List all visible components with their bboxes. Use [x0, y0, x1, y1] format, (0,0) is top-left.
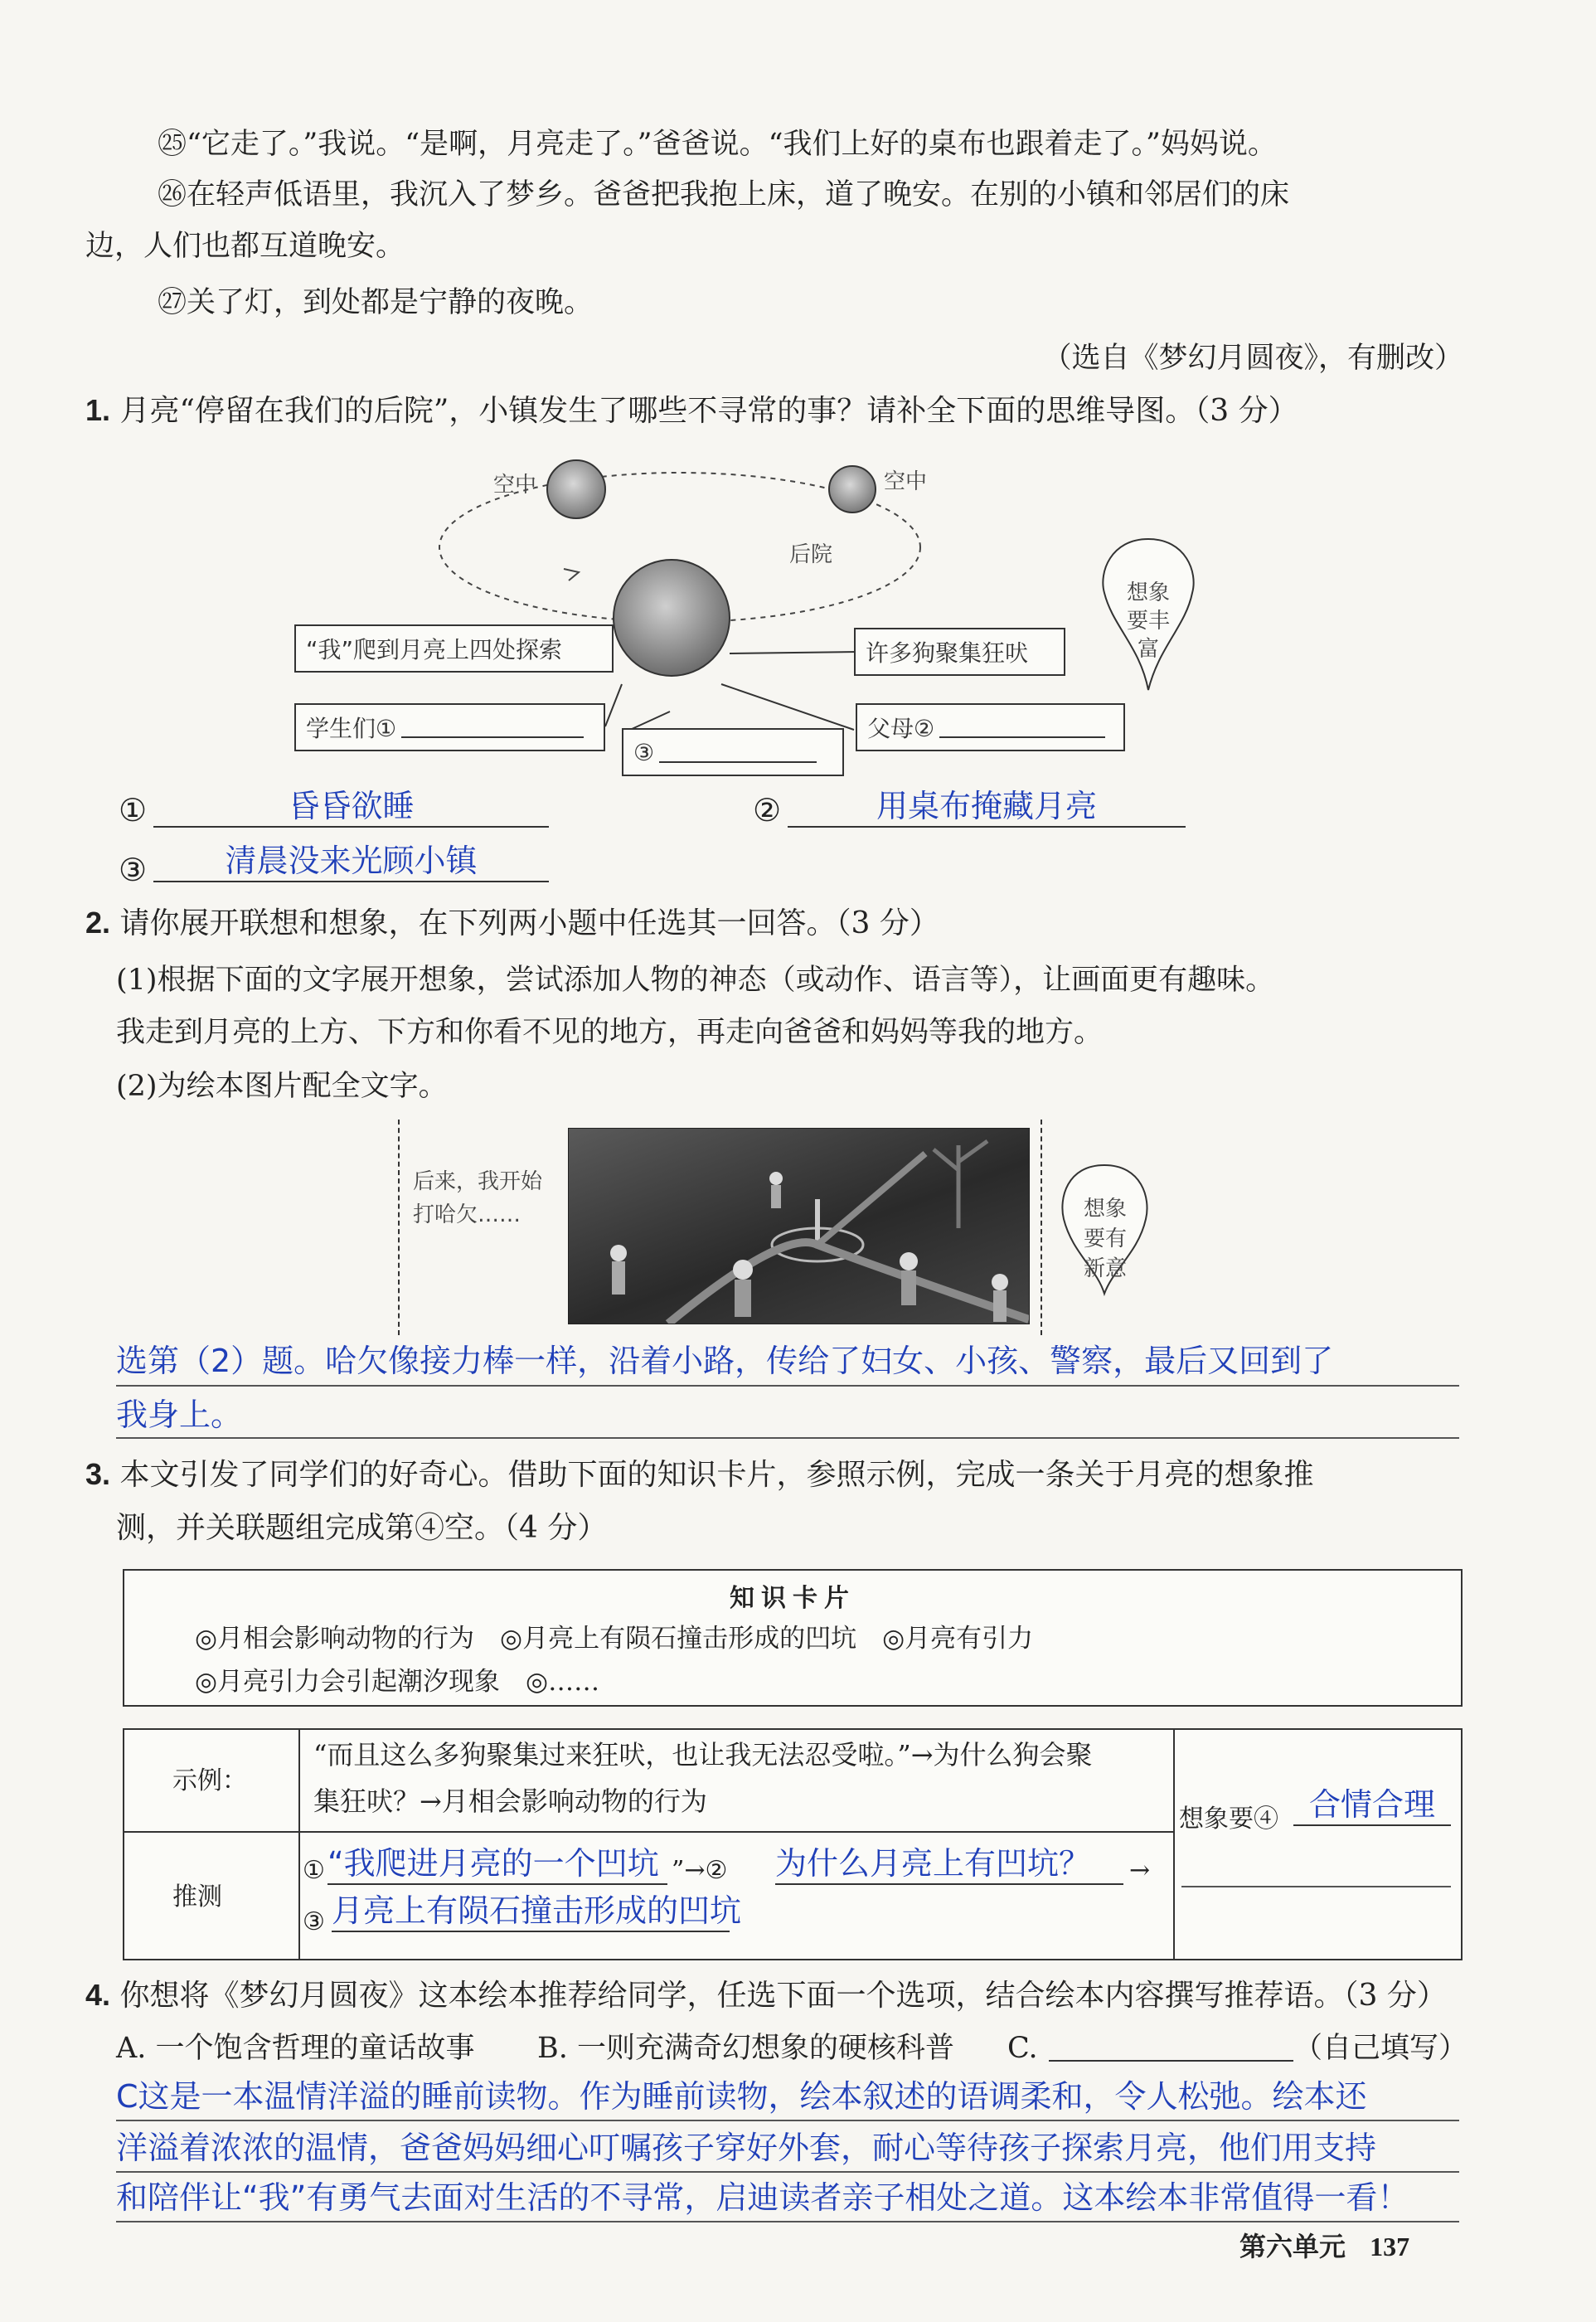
moon-left-icon	[547, 460, 605, 518]
card-row1: ◎月相会影响动物的行为 ◎月亮上有陨石撞击形成的凹坑 ◎月亮有引力	[195, 1624, 1034, 1654]
night-park-illustration	[568, 1128, 1030, 1324]
answer-1-marker: ①	[119, 792, 148, 828]
right-label: 想象要④	[1179, 1805, 1278, 1834]
source-note: （选自《梦幻月圆夜》，有删改）	[1042, 342, 1463, 375]
box-parents	[856, 703, 1125, 751]
picture-panel	[398, 1120, 1045, 1335]
q4-answer-line1: C这是一本温情洋溢的睡前读物。作为睡前读物，绘本叙述的语调柔和，令人松弛。绘本还	[116, 2078, 1367, 2115]
blank-line	[939, 717, 1105, 738]
question-text: 你想将《梦幻月圆夜》这本绘本推荐给同学，任选下面一个选项，结合绘本内容撰写推荐语。（3 分）	[119, 1979, 1447, 2013]
moon-backyard-icon	[614, 560, 730, 676]
question-text: 本文引发了同学们的好奇心。借助下面的知识卡片，参照示例，完成一条关于月亮的想象推	[119, 1458, 1314, 1492]
paragraph-26-line2: 边，人们也都互道晚安。	[85, 230, 405, 263]
picture-caption: 后来，我开始打哈欠……	[413, 1169, 543, 1227]
box-dogs: 许多狗聚集狂吠	[854, 628, 1065, 676]
label-backyard: 后院	[789, 542, 833, 567]
guess-table	[123, 1728, 1463, 1960]
paragraph-27: ㉗关了灯，到处都是宁静的夜晚。	[158, 286, 594, 319]
question-1	[85, 391, 1298, 430]
moon-right-icon	[829, 466, 876, 512]
option-c-note: （自己填写）	[1293, 2032, 1468, 2065]
answer-2-marker: ②	[753, 792, 782, 828]
q4-answer-line3: 和陪伴让“我”有勇气去面对生活的不寻常，启迪读者亲子相处之道。这本绘本非常值得一看！	[116, 2179, 1409, 2216]
paragraph-26-line1: ㉖在轻声低语里，我沉入了梦乡。爸爸把我抱上床，道了晚安。在别的小镇和邻居们的床	[158, 178, 1290, 211]
box-explore: “我”爬到月亮上四处探索	[294, 624, 614, 673]
box-three	[622, 728, 844, 776]
box-parents-label: 父母②	[867, 715, 935, 742]
question-3	[85, 1455, 1314, 1494]
q2-answer-line1: 选第（2）题。哈欠像接力棒一样，沿着小路，传给了妇女、小孩、警察，最后又回到了	[116, 1343, 1334, 1379]
card-title: 知识卡片	[730, 1584, 856, 1613]
blank-line	[659, 741, 817, 763]
box-three-label: ③	[633, 738, 655, 766]
guess-marker-2: ”→②	[672, 1856, 728, 1885]
example-line1: “而且这么多狗聚集过来狂吠，也让我无法忍受啦。”→为什么狗会聚	[313, 1739, 1093, 1771]
footer-unit: 第六单元	[1239, 2231, 1346, 2262]
guess-arrow: →	[1129, 1856, 1151, 1885]
page-number: 137	[1370, 2232, 1410, 2261]
right-answer: 合情合理	[1293, 1785, 1451, 1826]
question-number: 3.	[85, 1457, 111, 1491]
question-2	[85, 904, 939, 943]
guess-label: 推测	[172, 1882, 222, 1912]
bubble-text: 想象要丰富	[1126, 580, 1170, 662]
question-text: 请你展开联想和想象，在下列两小题中任选其一回答。（3 分）	[119, 906, 939, 940]
guess-marker-1: ①	[303, 1856, 325, 1885]
footer	[1239, 2226, 1409, 2264]
bubble-2-text: 想象要有新意	[1083, 1197, 1127, 1281]
option-c-blank	[1049, 2060, 1293, 2062]
guess-answer-3: 月亮上有陨石撞击形成的凹坑	[332, 1891, 730, 1932]
option-c: C.	[1007, 2032, 1038, 2065]
option-a: A. 一个饱含哲理的童话故事	[116, 2032, 475, 2065]
guess-answer-1: “我爬进月亮的一个凹坑	[327, 1844, 667, 1885]
question-text: 月亮“停留在我们的后院”，小镇发生了哪些不寻常的事？请补全下面的思维导图。（3 分）	[119, 394, 1298, 428]
knowledge-card	[123, 1569, 1463, 1707]
guess-answer-2: 为什么月亮上有凹坑？	[775, 1844, 1123, 1885]
example-line2: 集狂吠？→月相会影响动物的行为	[313, 1785, 707, 1817]
question-4	[85, 1976, 1447, 2015]
mind-map	[282, 448, 1277, 788]
q2-answer-line2: 我身上。	[116, 1397, 243, 1433]
q2-sub1-text: 我走到月亮的上方、下方和你看不见的地方，再走向爸爸和妈妈等我的地方。	[116, 1016, 1104, 1049]
card-row2: ◎月亮引力会引起潮汐现象 ◎……	[195, 1667, 600, 1697]
option-b: B. 一则充满奇幻想象的硬核科普	[537, 2032, 954, 2065]
answer-2: 用桌布掩藏月亮	[788, 786, 1186, 828]
answer-3: 清晨没来光顾小镇	[153, 841, 549, 882]
answer-1: 昏昏欲睡	[153, 786, 549, 828]
box-students-label: 学生们①	[306, 715, 397, 742]
question-number: 2.	[85, 906, 111, 940]
question-3-line2: 测，并关联题组完成第④空。（4 分）	[116, 1511, 608, 1545]
example-label: 示例：	[172, 1766, 247, 1795]
blank-line	[401, 717, 584, 738]
question-number: 1.	[85, 393, 111, 427]
label-sky-left: 空中	[493, 473, 537, 498]
q2-sub1: (1)根据下面的文字展开想象，尝试添加人物的神态（或动作、语言等），让画面更有趣味。	[116, 964, 1275, 997]
paragraph-25: ㉕“它走了。”我说。“是啊，月亮走了。”爸爸说。“我们上好的桌布也跟着走了。”妈妈说。	[158, 128, 1277, 161]
answer-3-marker: ③	[119, 852, 148, 888]
guess-marker-3: ③	[303, 1907, 325, 1936]
park-scene-icon	[569, 1129, 1029, 1324]
q2-sub2: (2)为绘本图片配全文字。	[116, 1070, 448, 1103]
q4-answer-line2: 洋溢着浓浓的温情，爸爸妈妈细心叮嘱孩子穿好外套，耐心等待孩子探索月亮，他们用支持	[116, 2130, 1377, 2166]
question-number: 4.	[85, 1978, 111, 2012]
label-sky-right: 空中	[884, 469, 928, 494]
box-students	[294, 703, 605, 751]
